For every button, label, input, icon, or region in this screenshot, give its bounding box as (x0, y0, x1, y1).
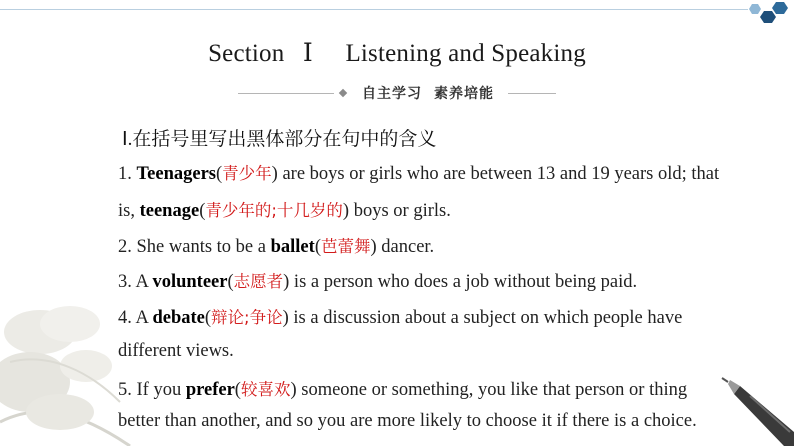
bold-vocab-word: teenage (139, 201, 200, 221)
line-prefix: is, (118, 201, 140, 221)
line-prefix: 3. A (118, 272, 153, 292)
exercise-line (118, 160, 719, 185)
subbar-tag-self-study: 自主学习 (362, 86, 422, 102)
hexagon-decoration-icon (738, 0, 794, 30)
answer-text: 青少年的;十几岁的 (205, 201, 343, 220)
subbar-tag-literacy: 素养培能 (434, 86, 494, 102)
title-roman-numeral: Ⅰ (302, 40, 313, 67)
exercise-line (118, 233, 434, 258)
title-name: Listening and Speaking (345, 40, 586, 67)
bold-vocab-word: Teenagers (136, 164, 216, 184)
open-paren: ( (215, 164, 223, 184)
bold-vocab-word: prefer (185, 380, 235, 400)
subbar-right-rule (508, 93, 556, 94)
line-suffix: ) boys or girls. (342, 201, 451, 221)
bold-vocab-word: debate (152, 308, 205, 328)
exercise-line (118, 376, 687, 401)
line-suffix: ) are boys or girls who are between 13 and 19 years old; that (271, 164, 720, 184)
subbar-diamond-icon (339, 89, 347, 97)
exercise-line (118, 197, 451, 222)
exercise-heading (122, 124, 436, 151)
line-prefix: better than another, and so you are more likely to choose it if there is a choice. (118, 411, 697, 431)
answer-text: 较喜欢 (240, 380, 291, 399)
bold-vocab-word: volunteer (152, 272, 228, 292)
title-section-word: Section (208, 40, 285, 67)
open-paren: ( (204, 308, 212, 328)
line-prefix: different views. (118, 341, 234, 361)
open-paren: ( (314, 237, 321, 257)
answer-text: 志愿者 (233, 272, 284, 291)
line-prefix: 1. (118, 164, 137, 184)
open-paren: ( (199, 201, 206, 221)
exercise-heading-text: 在括号里写出黑体部分在句中的含义 (132, 128, 437, 150)
line-prefix: 2. She wants to be a (118, 237, 271, 257)
page-title (0, 38, 794, 68)
exercise-line (118, 304, 682, 329)
answer-text: 青少年 (222, 164, 272, 183)
answer-text: 辩论;争论 (211, 308, 283, 327)
line-prefix: 4. A (118, 308, 153, 328)
open-paren: ( (234, 380, 241, 400)
pen-decoration-icon (700, 372, 794, 446)
top-rule (0, 9, 748, 10)
line-suffix: ) dancer. (370, 237, 435, 257)
open-paren: ( (227, 272, 234, 292)
subbar-left-rule (238, 93, 334, 94)
subheading-bar (238, 82, 556, 104)
line-suffix: ) someone or something, you like that person or thing (290, 380, 688, 400)
answer-text: 芭蕾舞 (320, 237, 371, 256)
line-suffix: ) is a discussion about a subject on which people have (282, 308, 683, 328)
exercise-line (118, 411, 697, 432)
exercise-line (118, 268, 637, 293)
exercise-heading-number: Ⅰ. (122, 129, 133, 150)
bold-vocab-word: ballet (270, 237, 315, 257)
line-prefix: 5. If you (118, 380, 186, 400)
line-suffix: ) is a person who does a job without being paid. (283, 272, 638, 292)
